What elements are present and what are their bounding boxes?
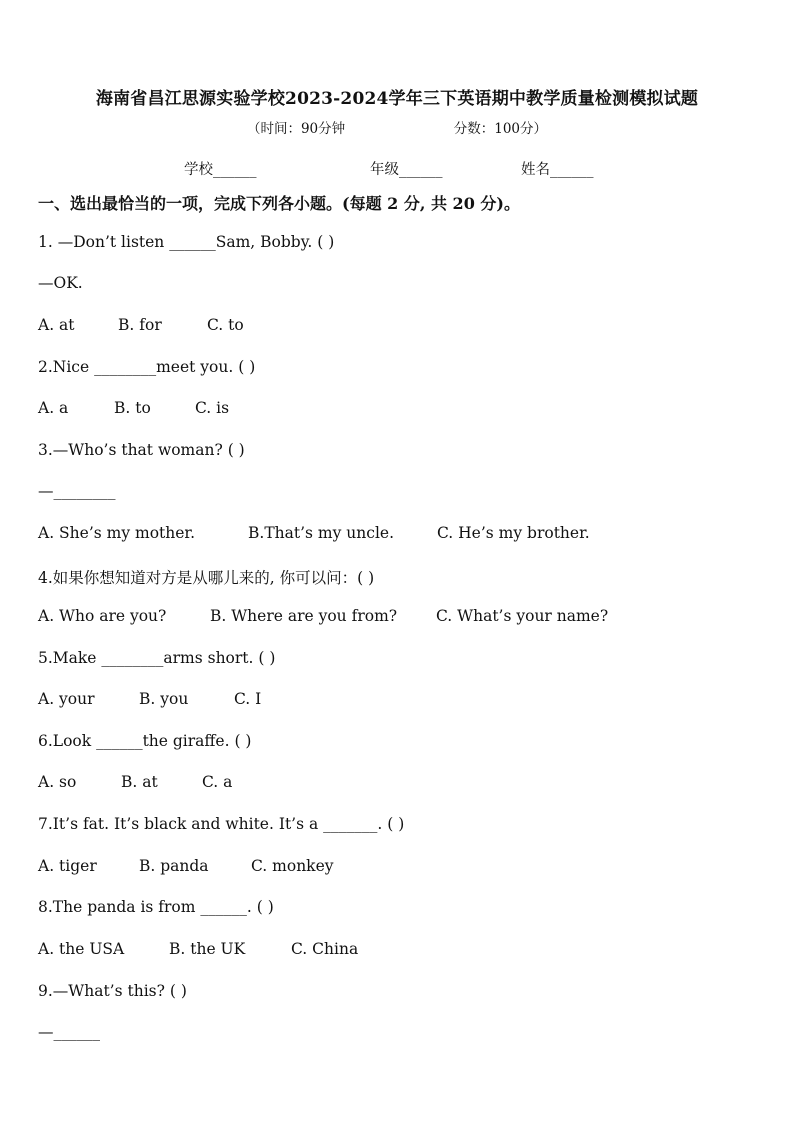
- option-a[interactable]: A. the USA: [38, 940, 125, 958]
- section-heading: 一、选出最恰当的一项，完成下列各小题。(每题 2 分, 共 20 分)。: [38, 194, 520, 213]
- option-b[interactable]: B.That’s my uncle.: [248, 524, 395, 542]
- option-b[interactable]: B. panda: [139, 857, 209, 875]
- question-1-options: [38, 316, 244, 334]
- question-3-stem: 3.—Who’s that woman? ( ): [38, 441, 245, 459]
- option-b[interactable]: B. you: [139, 690, 189, 708]
- school-field[interactable]: 学校______: [184, 162, 257, 178]
- option-c[interactable]: C. He’s my brother.: [437, 524, 590, 542]
- option-a[interactable]: A. so: [38, 773, 77, 791]
- option-a[interactable]: A. a: [38, 399, 69, 417]
- exam-title: 海南省昌江思源实验学校2023-2024学年三下英语期中教学质量检测模拟试题: [95, 89, 699, 109]
- option-c[interactable]: C. China: [291, 940, 359, 958]
- option-a[interactable]: A. She’s my mother.: [38, 524, 196, 542]
- exam-score: 分数：100分）: [453, 121, 548, 137]
- question-4-options: [38, 607, 608, 625]
- question-9-sub: —______: [38, 1023, 100, 1041]
- question-1-sub: —OK.: [38, 274, 83, 292]
- question-8-stem: 8.The panda is from ______. ( ): [38, 898, 274, 916]
- grade-field[interactable]: 年级______: [370, 162, 443, 178]
- name-field[interactable]: 姓名______: [521, 162, 594, 178]
- exam-meta: [0, 117, 794, 137]
- option-b[interactable]: B. the UK: [169, 940, 246, 958]
- option-c[interactable]: C. What’s your name?: [436, 607, 609, 625]
- question-4-stem: 4.如果你想知道对方是从哪儿来的, 你可以问：( ): [38, 569, 375, 587]
- option-c[interactable]: C. is: [195, 399, 230, 417]
- option-a[interactable]: A. tiger: [38, 857, 97, 875]
- option-c[interactable]: C. I: [234, 690, 262, 708]
- question-8-options: [38, 940, 358, 958]
- option-a[interactable]: A. your: [38, 690, 95, 708]
- question-7-options: [38, 857, 334, 875]
- question-6-stem: 6.Look ______the giraffe. ( ): [38, 732, 252, 750]
- option-c[interactable]: C. to: [207, 316, 244, 334]
- option-a[interactable]: A. Who are you?: [38, 607, 167, 625]
- question-5-stem: 5.Make ________arms short. ( ): [38, 649, 276, 667]
- question-3-sub: —________: [38, 482, 116, 500]
- option-b[interactable]: B. at: [121, 773, 158, 791]
- question-2-stem: 2.Nice ________meet you. ( ): [38, 358, 256, 376]
- question-5-options: [38, 690, 261, 708]
- option-c[interactable]: C. a: [202, 773, 233, 791]
- question-7-stem: 7.It’s fat. It’s black and white. It’s a _______. ( ): [38, 815, 405, 833]
- exam-time: （时间：90分钟: [246, 121, 346, 137]
- question-9-stem: 9.—What’s this? ( ): [38, 982, 187, 1000]
- option-b[interactable]: B. for: [118, 316, 162, 334]
- question-1-stem: 1. —Don’t listen ______Sam, Bobby. ( ): [38, 233, 335, 251]
- question-2-options: [38, 399, 229, 417]
- option-b[interactable]: B. to: [114, 399, 151, 417]
- question-3-options: [38, 524, 590, 542]
- question-6-options: [38, 773, 232, 791]
- option-a[interactable]: A. at: [38, 316, 75, 334]
- option-b[interactable]: B. Where are you from?: [210, 607, 398, 625]
- option-c[interactable]: C. monkey: [251, 857, 334, 875]
